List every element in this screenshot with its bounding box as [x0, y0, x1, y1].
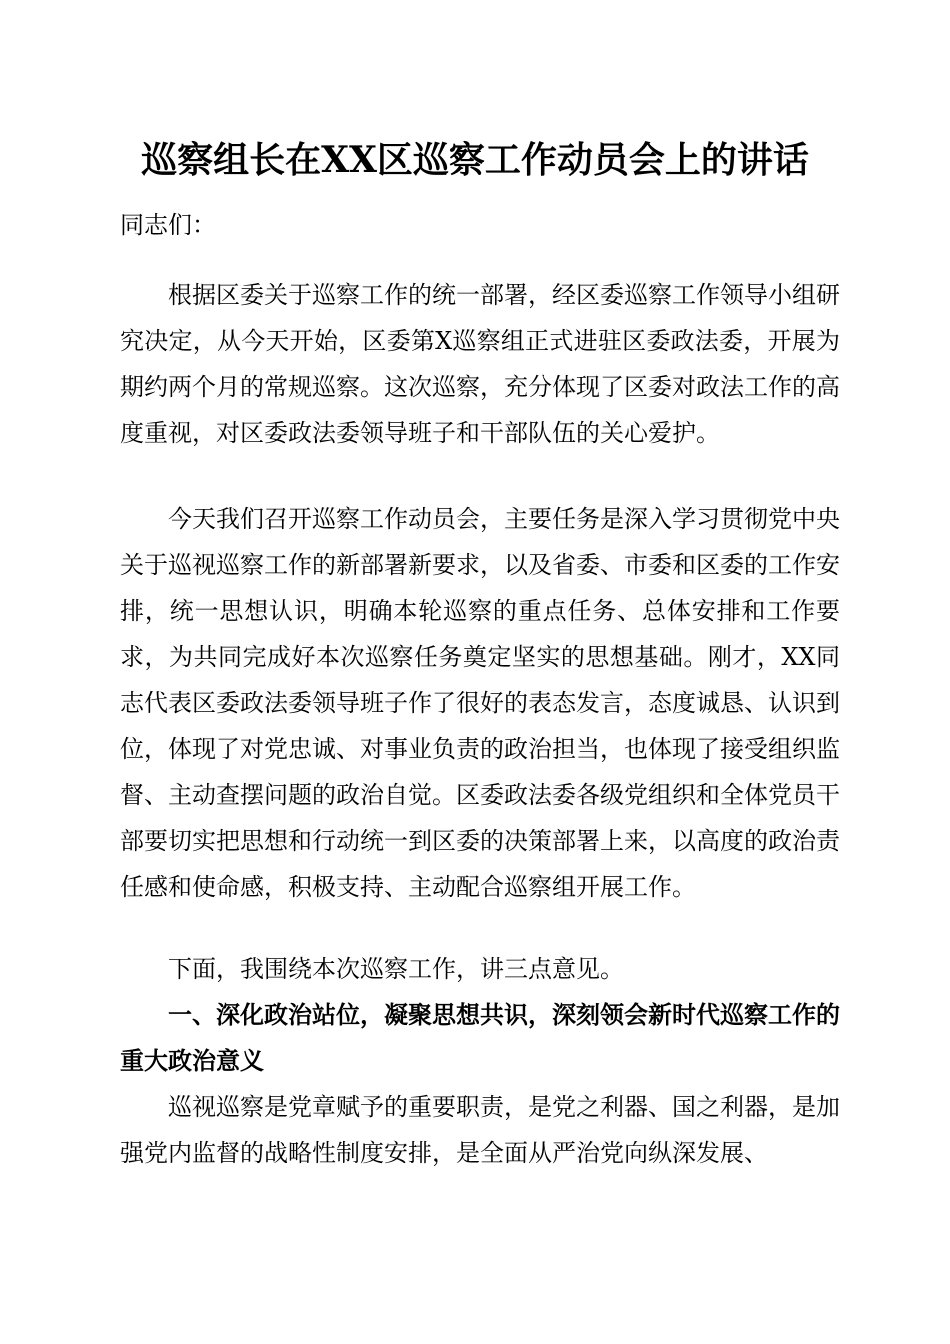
- paragraph-3: 下面，我围绕本次巡察工作，讲三点意见。: [168, 955, 624, 983]
- salutation: 同志们：: [120, 211, 216, 239]
- document-title: 巡察组长在XX区巡察工作动员会上的讲话: [141, 139, 809, 181]
- section-heading-1: 一、深化政治站位，凝聚思想共识，深刻领会新时代巡察工作的重大政治意义: [120, 1001, 840, 1075]
- paragraph-4: 巡视巡察是党章赋予的重要职责，是党之利器、国之利器，是加强党内监督的战略性制度安排，是全面从严治党向纵深发展、: [120, 1093, 840, 1167]
- paragraph-1: 根据区委关于巡察工作的统一部署，经区委巡察工作领导小组研究决定，从今天开始，区委第X巡察组正式进驻区委政法委，开展为期约两个月的常规巡察。这次巡察，充分体现了区委对政法工作的高度重视，对区委政法委领导班子和干部队伍的关心爱护。: [120, 281, 840, 447]
- paragraph-2: 今天我们召开巡察工作动员会，主要任务是深入学习贯彻党中央关于巡视巡察工作的新部署新要求，以及省委、市委和区委的工作安排，统一思想认识，明确本轮巡察的重点任务、总体安排和工作要求，为共同完成好本次巡察任务奠定坚实的思想基础。刚才，XX同志代表区委政法委领导班子作了很好的表态发言，态度诚恳、认识到位，体现了对党忠诚、对事业负责的政治担当，也体现了接受组织监督、主动查摆问题的政治自觉。区委政法委各级党组织和全体党员干部要切实把思想和行动统一到区委的决策部署上来，以高度的政治责任感和使命感，积极支持、主动配合巡察组开展工作。: [120, 505, 840, 901]
